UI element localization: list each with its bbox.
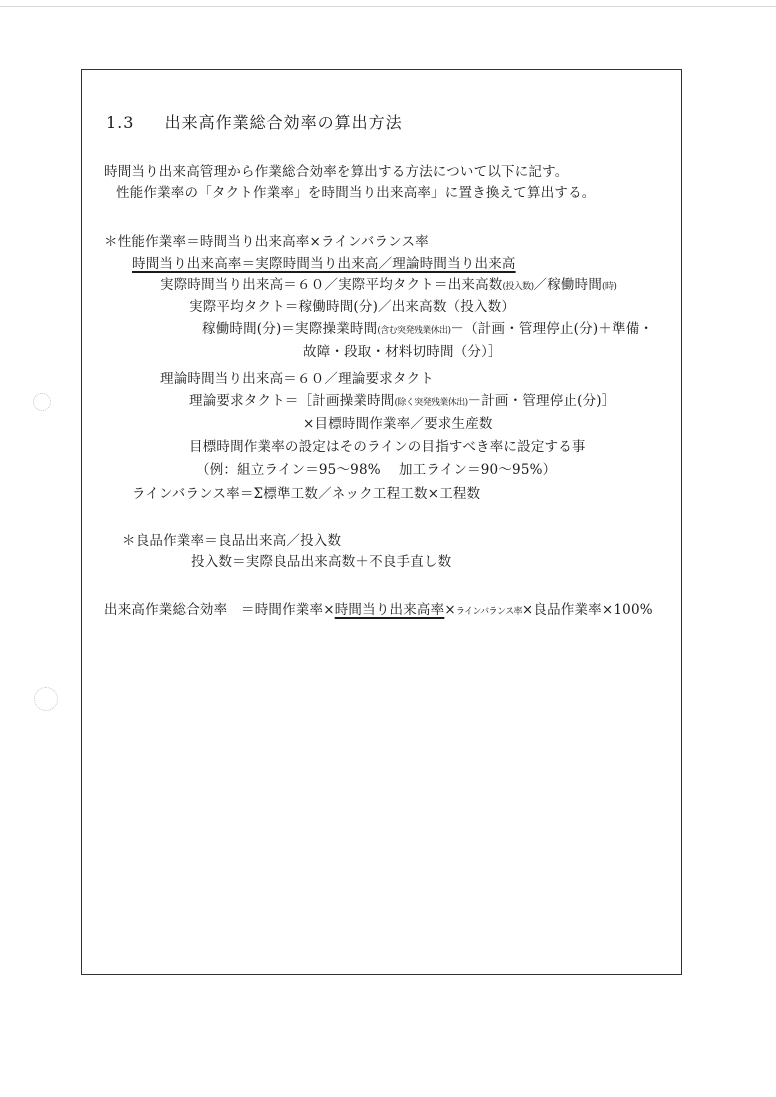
theory-rate-line: 理論時間当り出来高＝６０／理論要求タクト: [160, 371, 434, 387]
intro-line-2: 性能作業率の「タクト作業率」を時間当り出来高率」に置き換えて算出する。: [116, 185, 596, 201]
actual-rate-unit: (時): [602, 282, 617, 292]
operating-time-cont: 故障・段取・材料切時間（分）］: [303, 344, 502, 360]
line-balance-line: ラインバランス率＝Σ標準工数／ネック工程工数×工程数: [132, 486, 481, 502]
actual-rate-line: [160, 276, 616, 296]
theory-takt-text: 理論要求タクト＝［計画操業時間: [189, 393, 395, 409]
target-example-line: （例：組立ライン＝95～98% 加工ライン＝90～95%）: [196, 462, 557, 478]
theory-takt-line: [189, 392, 615, 412]
performance-formula: ＊性能作業率＝時間当り出来高率×ラインバランス率: [104, 234, 429, 250]
total-efficiency-formula: [104, 601, 653, 621]
scan-speck: [33, 393, 51, 411]
quality-formula: ＊良品作業率＝良品出来高／投入数: [122, 533, 342, 549]
theory-takt-note: (除く突発残業休出): [394, 398, 468, 408]
actual-rate-text-2: ／稼働時間: [533, 277, 603, 293]
operating-time-note: (含む突発残業休出): [377, 326, 451, 336]
theory-takt-text-2: －計画・管理停止(分)］: [467, 393, 616, 409]
section-title: 出来高作業総合効率の算出方法: [164, 113, 403, 132]
actual-rate-note: (投入数): [502, 282, 534, 292]
target-rate-line: 目標時間作業率の設定はそのラインの目指すべき率に設定する事: [189, 439, 586, 455]
theory-takt-cont: ×目標時間作業率／要求生産数: [303, 416, 493, 432]
total-rhs: ×良品作業率×100%: [521, 602, 653, 618]
operating-time-text: 稼働時間(分)＝実際操業時間: [202, 321, 378, 337]
document-frame: [81, 69, 682, 975]
actual-rate-text: 実際時間当り出来高＝６０／実際平均タクト＝出来高数: [160, 277, 503, 293]
scan-top-edge: [0, 0, 776, 7]
input-count-line: 投入数＝実際良品出来高数＋不良手直し数: [191, 554, 452, 570]
total-underlined-term: 時間当り出来高率: [334, 602, 445, 618]
section-number: 1.3: [106, 113, 135, 132]
total-small-term: ラインバランス率: [455, 607, 522, 617]
scan-speck: [34, 687, 58, 711]
rate-definition: 時間当り出来高率＝実際時間当り出来高／理論時間当り出来高: [132, 256, 516, 272]
intro-line-1: 時間当り出来高管理から作業総合効率を算出する方法について以下に記す。: [104, 164, 569, 180]
actual-takt-line: 実際平均タクト＝稼働時間(分)／出来高数（投入数）: [189, 299, 516, 315]
total-lhs: 出来高作業総合効率 ＝時間作業率×: [104, 602, 335, 618]
total-mid: ×: [444, 602, 456, 618]
operating-time-text-2: －（計画・管理停止(分)＋準備・: [450, 321, 654, 337]
section-heading: [106, 114, 403, 132]
operating-time-line: [202, 320, 653, 340]
